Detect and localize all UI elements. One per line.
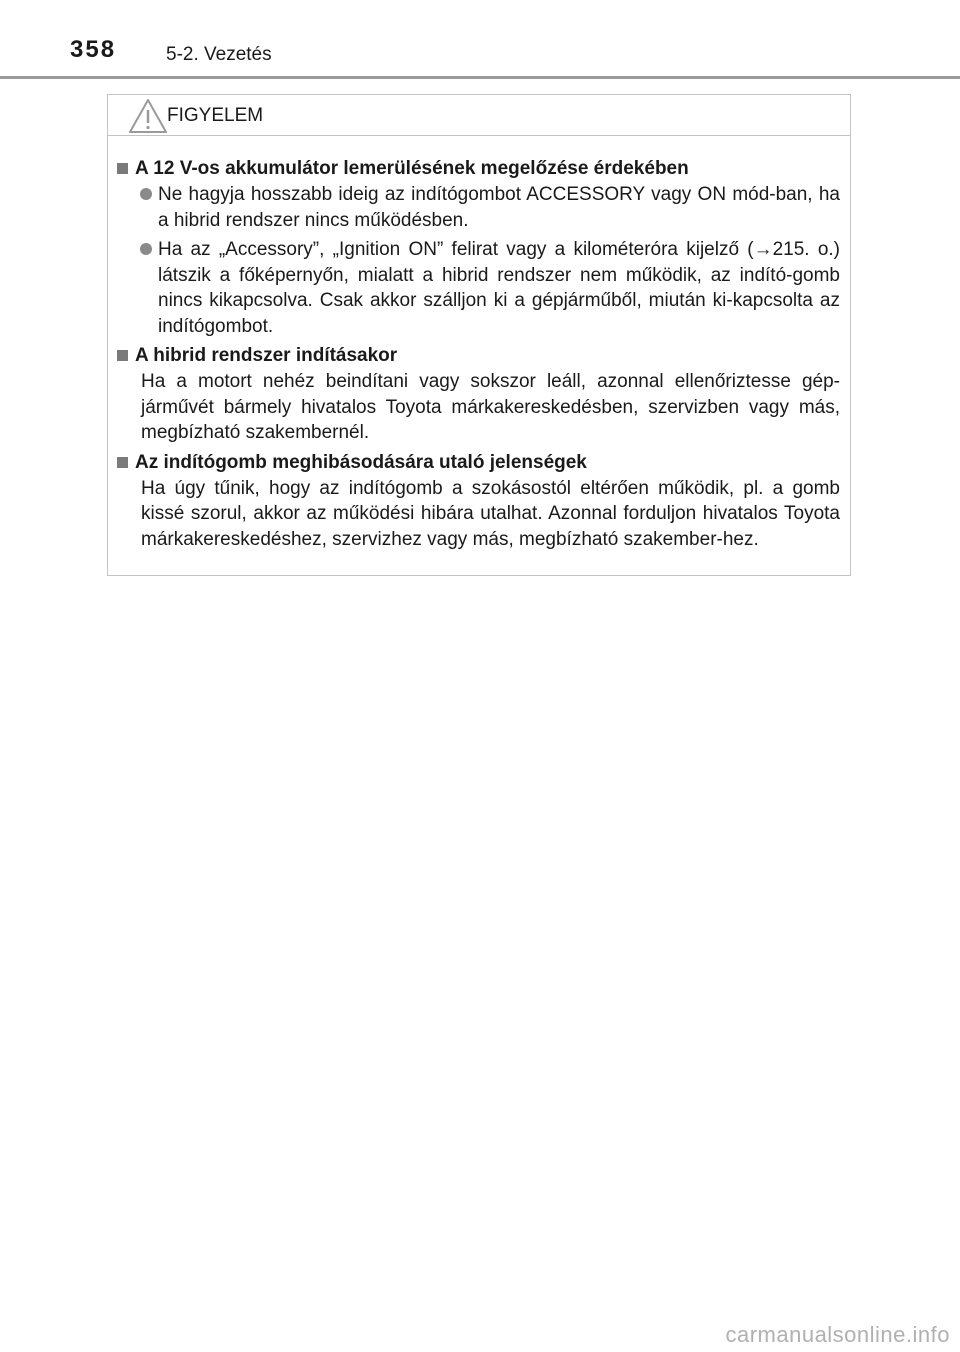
warning-label: FIGYELEM [167,105,264,126]
square-bullet-icon [117,350,128,361]
watermark: carmanualsonline.info [725,1322,950,1347]
page-number: 358 [70,36,117,63]
section-heading [114,343,840,369]
heading-text: Az indítógomb meghibásodására utaló jelenségek [135,451,587,473]
warning-header [108,95,850,136]
header-rule [0,76,960,79]
bullet-text: Ne hagyja hosszabb ideig az indítógombot ACCESSORY vagy ON mód-ban, ha a hibrid rendszer nincs működésben. [158,184,840,231]
list-item [141,237,840,339]
paragraph: Ha a motort nehéz beindítani vagy sokszor leáll, azonnal ellenőriztesse gép-járművét bármely hivatalos Toyota márkakereskedésben, szervizben vagy más, megbízható szakembernél. [141,371,840,443]
warning-body [108,136,850,552]
round-bullet-icon [140,188,152,200]
list-item [141,182,840,233]
heading-text: A hibrid rendszer indításakor [135,345,398,366]
round-bullet-icon [140,243,152,255]
section-title: 5-2. Vezetés [166,44,272,65]
square-bullet-icon [117,163,128,174]
section-heading [114,156,840,182]
square-bullet-icon [117,457,128,468]
warning-box [107,94,851,576]
paragraph: Ha úgy tűnik, hogy az indítógomb a szokásostól eltérően működik, pl. a gomb kissé szorul, akkor az működési hibára utalhat. Azonnal forduljon hivatalos Toyota márkakereskedéshez, szervizhez vagy más, megbízható szakember-hez. [141,477,840,550]
warning-triangle-icon [128,98,168,134]
heading-text: A 12 V-os akkumulátor lemerülésének megelőzése érdekében [135,158,689,179]
bullet-text: Ha az „Accessory”, „Ignition ON” felirat vagy a kilométeróra kijelző (→215. o.) látszik a főképernyőn, mialatt a hibrid rendszer nem működik, az indító-gomb nincs kikapcsolva. Csak akkor szálljon ki a gépjárműből, miután ki-kapcsolta az indítógombot. [158,239,840,337]
section-heading [114,450,840,476]
